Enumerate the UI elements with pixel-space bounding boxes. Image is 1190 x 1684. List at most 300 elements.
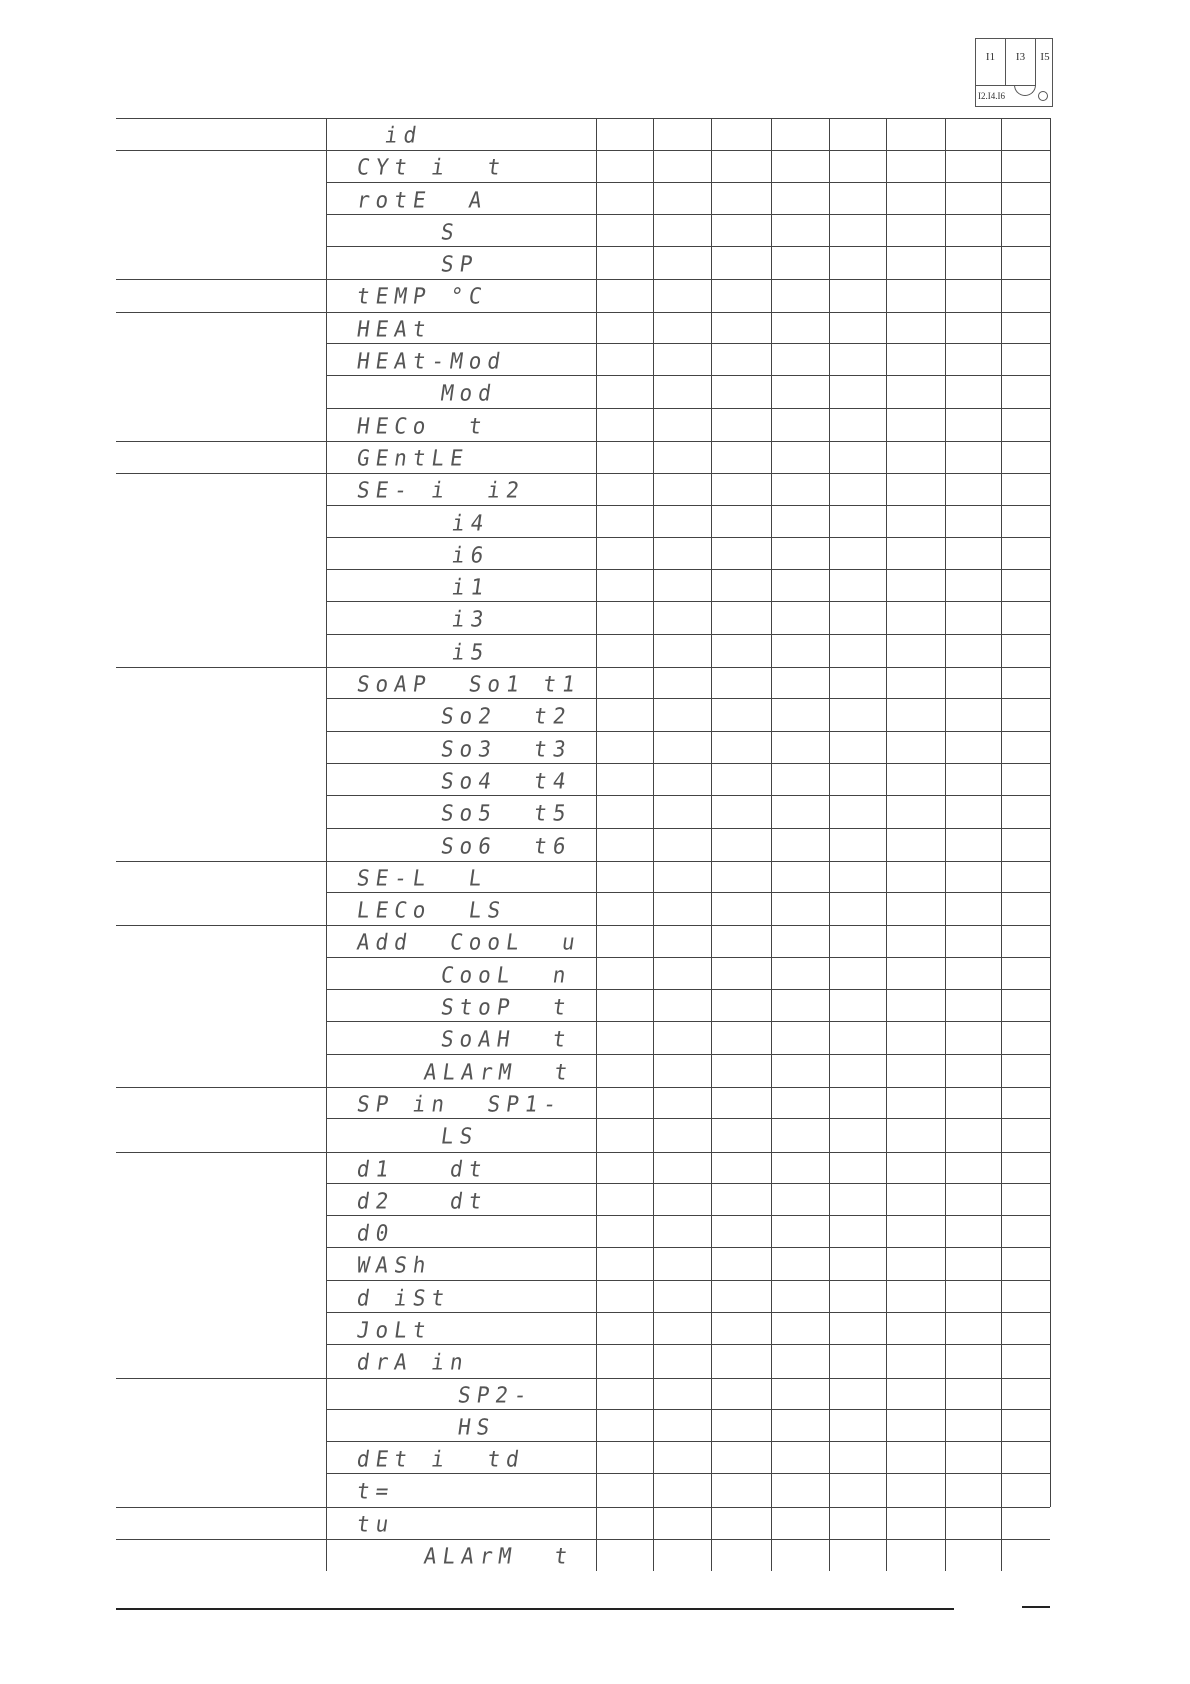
column-divider — [945, 1313, 946, 1345]
column-divider — [886, 958, 887, 990]
table-row — [116, 1022, 1050, 1054]
column-divider — [771, 1022, 772, 1054]
column-divider — [596, 667, 597, 699]
column-divider — [1001, 312, 1002, 344]
table-row — [116, 796, 1050, 828]
column-divider — [945, 1087, 946, 1119]
table-row — [116, 1410, 1050, 1442]
display-code-cell — [326, 892, 596, 925]
display-code-cell — [326, 473, 596, 505]
column-divider — [829, 570, 830, 602]
column-divider — [886, 1119, 887, 1151]
display-code: i3 — [450, 606, 492, 633]
column-divider — [596, 893, 597, 925]
table-row — [116, 1378, 1050, 1410]
display-code-cell — [326, 1507, 596, 1539]
column-divider — [829, 1378, 830, 1410]
column-divider — [1001, 1507, 1002, 1539]
value-cells — [596, 1152, 1050, 1184]
column-divider — [886, 1281, 887, 1313]
column-divider — [653, 1507, 654, 1539]
column-divider — [771, 1216, 772, 1248]
column-divider — [829, 1216, 830, 1248]
column-divider — [711, 1022, 712, 1054]
column-divider — [596, 732, 597, 764]
column-divider — [1050, 1281, 1051, 1313]
display-code-cell — [326, 828, 596, 861]
display-code: HEAt — [355, 316, 434, 342]
column-divider — [653, 1539, 654, 1571]
display-code: SoAP So1 t1 — [355, 671, 583, 697]
column-divider — [886, 990, 887, 1022]
column-divider — [653, 699, 654, 731]
row-description-cell — [116, 1248, 326, 1280]
column-divider — [1001, 1410, 1002, 1442]
row-description-cell — [116, 668, 326, 699]
column-divider — [771, 1055, 772, 1087]
table-row — [116, 183, 1050, 215]
value-cells — [596, 601, 1050, 634]
column-divider — [596, 1152, 597, 1184]
column-divider — [596, 699, 597, 731]
column-divider — [886, 1248, 887, 1280]
display-code: So5 t5 — [439, 800, 574, 826]
column-divider — [771, 409, 772, 441]
display-code-cell — [326, 731, 596, 764]
column-divider — [1050, 150, 1051, 182]
display-code-cell — [326, 1215, 596, 1248]
column-divider — [771, 893, 772, 925]
value-cells — [596, 1054, 1050, 1087]
column-divider — [945, 1055, 946, 1087]
column-divider — [829, 861, 830, 893]
column-divider — [771, 958, 772, 990]
column-divider — [711, 1442, 712, 1474]
display-code: CYt i t — [355, 154, 508, 180]
column-divider — [945, 861, 946, 893]
column-divider — [1050, 635, 1051, 667]
display-code-cell — [326, 214, 596, 247]
row-description-cell — [116, 1153, 326, 1184]
circle-icon — [1038, 91, 1048, 101]
column-divider — [945, 312, 946, 344]
display-code: HS — [456, 1414, 497, 1440]
column-divider — [829, 635, 830, 667]
column-divider — [596, 1378, 597, 1410]
column-divider — [886, 1022, 887, 1054]
column-divider — [1050, 118, 1051, 150]
column-divider — [945, 602, 946, 634]
value-cells — [596, 1507, 1050, 1539]
column-divider — [829, 150, 830, 182]
column-divider — [653, 344, 654, 376]
column-divider — [829, 667, 830, 699]
row-description-cell — [116, 926, 326, 957]
row-description-cell — [116, 183, 326, 215]
column-divider — [1001, 1378, 1002, 1410]
value-cells — [596, 118, 1050, 150]
column-divider — [945, 441, 946, 473]
display-code: ALArM t — [422, 1543, 576, 1569]
column-divider — [653, 602, 654, 634]
column-divider — [886, 635, 887, 667]
column-divider — [596, 1184, 597, 1216]
column-divider — [1050, 1022, 1051, 1054]
display-code-cell — [326, 763, 596, 796]
column-divider — [829, 1022, 830, 1054]
column-divider — [771, 473, 772, 505]
value-cells — [596, 1473, 1050, 1506]
display-code: id — [383, 122, 425, 148]
table-row — [116, 215, 1050, 247]
column-divider — [829, 215, 830, 247]
column-divider — [1050, 602, 1051, 634]
display-code: d iSt — [355, 1285, 452, 1311]
column-divider — [1001, 409, 1002, 441]
column-divider — [653, 215, 654, 247]
column-divider — [771, 990, 772, 1022]
column-divider — [711, 764, 712, 796]
value-cells — [596, 1280, 1050, 1313]
column-divider — [886, 570, 887, 602]
column-divider — [653, 1410, 654, 1442]
column-divider — [711, 1378, 712, 1410]
column-divider — [771, 796, 772, 828]
column-divider — [829, 1281, 830, 1313]
column-divider — [653, 279, 654, 311]
column-divider — [711, 1184, 712, 1216]
column-divider — [711, 215, 712, 247]
column-divider — [829, 344, 830, 376]
logo-cell-3: I5 — [1040, 51, 1050, 63]
drum-icon — [1014, 85, 1036, 96]
column-divider — [711, 473, 712, 505]
column-divider — [771, 925, 772, 957]
column-divider — [653, 1184, 654, 1216]
column-divider — [653, 796, 654, 828]
column-divider — [596, 506, 597, 538]
value-cells — [596, 312, 1050, 344]
column-divider — [1001, 1055, 1002, 1087]
row-description-cell — [116, 570, 326, 602]
display-code-cell — [326, 279, 596, 311]
column-divider — [711, 409, 712, 441]
column-divider — [886, 312, 887, 344]
column-divider — [945, 570, 946, 602]
display-code-cell — [326, 150, 596, 182]
column-divider — [945, 215, 946, 247]
display-code: tEMP °C — [355, 283, 490, 310]
row-description-cell — [116, 1184, 326, 1216]
display-code-cell — [326, 601, 596, 634]
column-divider — [1050, 796, 1051, 828]
row-description-cell — [116, 151, 326, 182]
column-divider — [771, 1281, 772, 1313]
column-divider — [886, 925, 887, 957]
column-divider — [829, 1087, 830, 1119]
column-divider — [653, 1055, 654, 1087]
display-code: tu — [355, 1511, 397, 1537]
column-divider — [1001, 247, 1002, 279]
table-row — [116, 1119, 1050, 1151]
column-divider — [711, 570, 712, 602]
column-divider — [771, 667, 772, 699]
column-divider — [653, 409, 654, 441]
value-cells — [596, 795, 1050, 828]
column-divider — [1001, 1442, 1002, 1474]
column-divider — [653, 538, 654, 570]
row-description-cell — [116, 313, 326, 344]
column-divider — [711, 667, 712, 699]
display-code: i1 — [450, 574, 492, 600]
display-code-cell — [326, 861, 596, 893]
column-divider — [771, 1248, 772, 1280]
display-code-cell — [326, 698, 596, 731]
column-divider — [771, 570, 772, 602]
column-divider — [829, 1442, 830, 1474]
column-divider — [771, 1184, 772, 1216]
table-row — [116, 1442, 1050, 1474]
column-divider — [829, 376, 830, 408]
display-code-cell — [326, 1441, 596, 1474]
column-divider — [711, 990, 712, 1022]
column-divider — [653, 1313, 654, 1345]
column-divider — [653, 506, 654, 538]
column-divider — [596, 1248, 597, 1280]
column-divider — [1001, 118, 1002, 150]
column-divider — [653, 829, 654, 861]
column-divider — [1001, 732, 1002, 764]
column-divider — [653, 312, 654, 344]
column-divider — [596, 602, 597, 634]
table-row — [116, 344, 1050, 376]
column-divider — [1050, 990, 1051, 1022]
column-divider — [1050, 1442, 1051, 1474]
table-row — [116, 958, 1050, 990]
row-description-cell — [116, 1345, 326, 1377]
display-code-cell — [326, 1087, 596, 1119]
value-cells — [596, 828, 1050, 861]
column-divider — [771, 1087, 772, 1119]
table-row — [116, 635, 1050, 667]
column-divider — [771, 829, 772, 861]
column-divider — [596, 1281, 597, 1313]
column-divider — [653, 1022, 654, 1054]
column-divider — [596, 538, 597, 570]
column-divider — [1001, 796, 1002, 828]
column-divider — [829, 441, 830, 473]
column-divider — [1050, 538, 1051, 570]
row-description-cell — [116, 1410, 326, 1442]
column-divider — [596, 1507, 597, 1539]
column-divider — [1001, 764, 1002, 796]
display-code: So2 t2 — [439, 703, 574, 729]
column-divider — [945, 1184, 946, 1216]
column-divider — [886, 506, 887, 538]
display-code: WASh — [355, 1252, 434, 1278]
display-code-cell — [326, 408, 596, 441]
column-divider — [596, 312, 597, 344]
display-code: SP2- — [456, 1381, 535, 1408]
value-cells — [596, 861, 1050, 893]
value-cells — [596, 1021, 1050, 1054]
display-code: d0 — [355, 1220, 397, 1246]
column-divider — [945, 183, 946, 215]
column-divider — [711, 441, 712, 473]
column-divider — [653, 183, 654, 215]
column-divider — [711, 1087, 712, 1119]
value-cells — [596, 569, 1050, 602]
column-divider — [1001, 635, 1002, 667]
table-row — [116, 893, 1050, 925]
column-divider — [945, 1022, 946, 1054]
display-code-cell — [326, 1409, 596, 1442]
column-divider — [829, 538, 830, 570]
value-cells — [596, 473, 1050, 505]
display-code: S — [439, 219, 462, 245]
column-divider — [945, 1539, 946, 1571]
column-divider — [829, 732, 830, 764]
display-code: rotE A — [355, 186, 490, 213]
column-divider — [1001, 893, 1002, 925]
display-code-cell — [326, 1378, 596, 1410]
display-code-cell — [326, 957, 596, 990]
column-divider — [1001, 1345, 1002, 1377]
column-divider — [596, 570, 597, 602]
column-divider — [886, 796, 887, 828]
column-divider — [596, 344, 597, 376]
column-divider — [829, 699, 830, 731]
display-code: Add CooL u — [355, 929, 583, 956]
column-divider — [886, 1087, 887, 1119]
column-divider — [711, 925, 712, 957]
column-divider — [711, 312, 712, 344]
column-divider — [1001, 958, 1002, 990]
column-divider — [653, 861, 654, 893]
column-divider — [771, 699, 772, 731]
column-divider — [653, 1248, 654, 1280]
value-cells — [596, 1539, 1050, 1571]
column-divider — [596, 409, 597, 441]
display-code-cell — [326, 1021, 596, 1054]
column-divider — [596, 1474, 597, 1506]
column-divider — [829, 1055, 830, 1087]
value-cells — [596, 537, 1050, 570]
value-cells — [596, 925, 1050, 957]
display-code: drA in — [355, 1349, 471, 1375]
table-row — [116, 1474, 1050, 1506]
column-divider — [829, 1119, 830, 1151]
row-description-cell — [116, 699, 326, 731]
column-divider — [1001, 602, 1002, 634]
column-divider — [596, 247, 597, 279]
display-code-cell — [326, 1152, 596, 1184]
value-cells — [596, 246, 1050, 279]
column-divider — [771, 150, 772, 182]
column-divider — [771, 312, 772, 344]
table-row — [116, 732, 1050, 764]
table-row — [116, 570, 1050, 602]
column-divider — [711, 1281, 712, 1313]
display-code-cell — [326, 1473, 596, 1506]
column-divider — [653, 1442, 654, 1474]
column-divider — [1050, 958, 1051, 990]
value-cells — [596, 1183, 1050, 1216]
column-divider — [829, 1410, 830, 1442]
column-divider — [886, 667, 887, 699]
column-divider — [1001, 667, 1002, 699]
row-description-cell — [116, 1281, 326, 1313]
column-divider — [1050, 215, 1051, 247]
column-divider — [886, 247, 887, 279]
column-divider — [945, 1345, 946, 1377]
row-description-cell — [116, 1055, 326, 1087]
column-divider — [886, 1410, 887, 1442]
column-divider — [829, 183, 830, 215]
column-divider — [1001, 1152, 1002, 1184]
row-description-cell — [116, 796, 326, 828]
column-divider — [771, 1410, 772, 1442]
column-divider — [1050, 829, 1051, 861]
column-divider — [771, 1378, 772, 1410]
column-divider — [771, 344, 772, 376]
column-divider — [771, 279, 772, 311]
column-divider — [945, 1474, 946, 1506]
column-divider — [711, 635, 712, 667]
column-divider — [886, 344, 887, 376]
column-divider — [829, 893, 830, 925]
row-description-cell — [116, 958, 326, 990]
column-divider — [771, 538, 772, 570]
column-divider — [945, 473, 946, 505]
column-divider — [596, 183, 597, 215]
display-code-cell — [326, 537, 596, 570]
column-divider — [1050, 1152, 1051, 1184]
row-description-cell — [116, 1474, 326, 1506]
table-row — [116, 1055, 1050, 1087]
column-divider — [945, 635, 946, 667]
column-divider — [829, 409, 830, 441]
row-description-cell — [116, 829, 326, 861]
column-divider — [1050, 861, 1051, 893]
logo-bottom-label: I2.I4.I6 — [978, 91, 1005, 101]
column-divider — [886, 473, 887, 505]
value-cells — [596, 763, 1050, 796]
value-cells — [596, 1441, 1050, 1474]
column-divider — [1050, 1184, 1051, 1216]
column-divider — [596, 861, 597, 893]
column-divider — [711, 344, 712, 376]
row-description-cell — [116, 635, 326, 667]
display-code: i5 — [450, 639, 492, 665]
column-divider — [711, 602, 712, 634]
column-divider — [1050, 344, 1051, 376]
value-cells — [596, 698, 1050, 731]
column-divider — [945, 1378, 946, 1410]
display-code-cell — [326, 505, 596, 538]
column-divider — [653, 764, 654, 796]
column-divider — [945, 925, 946, 957]
table-row — [116, 602, 1050, 634]
column-divider — [1001, 570, 1002, 602]
row-description-cell — [116, 1088, 326, 1119]
column-divider — [829, 990, 830, 1022]
column-divider — [771, 1152, 772, 1184]
display-code: GEntLE — [355, 445, 471, 471]
column-divider — [596, 441, 597, 473]
column-divider — [1001, 150, 1002, 182]
display-code: d1 dt — [355, 1155, 490, 1182]
